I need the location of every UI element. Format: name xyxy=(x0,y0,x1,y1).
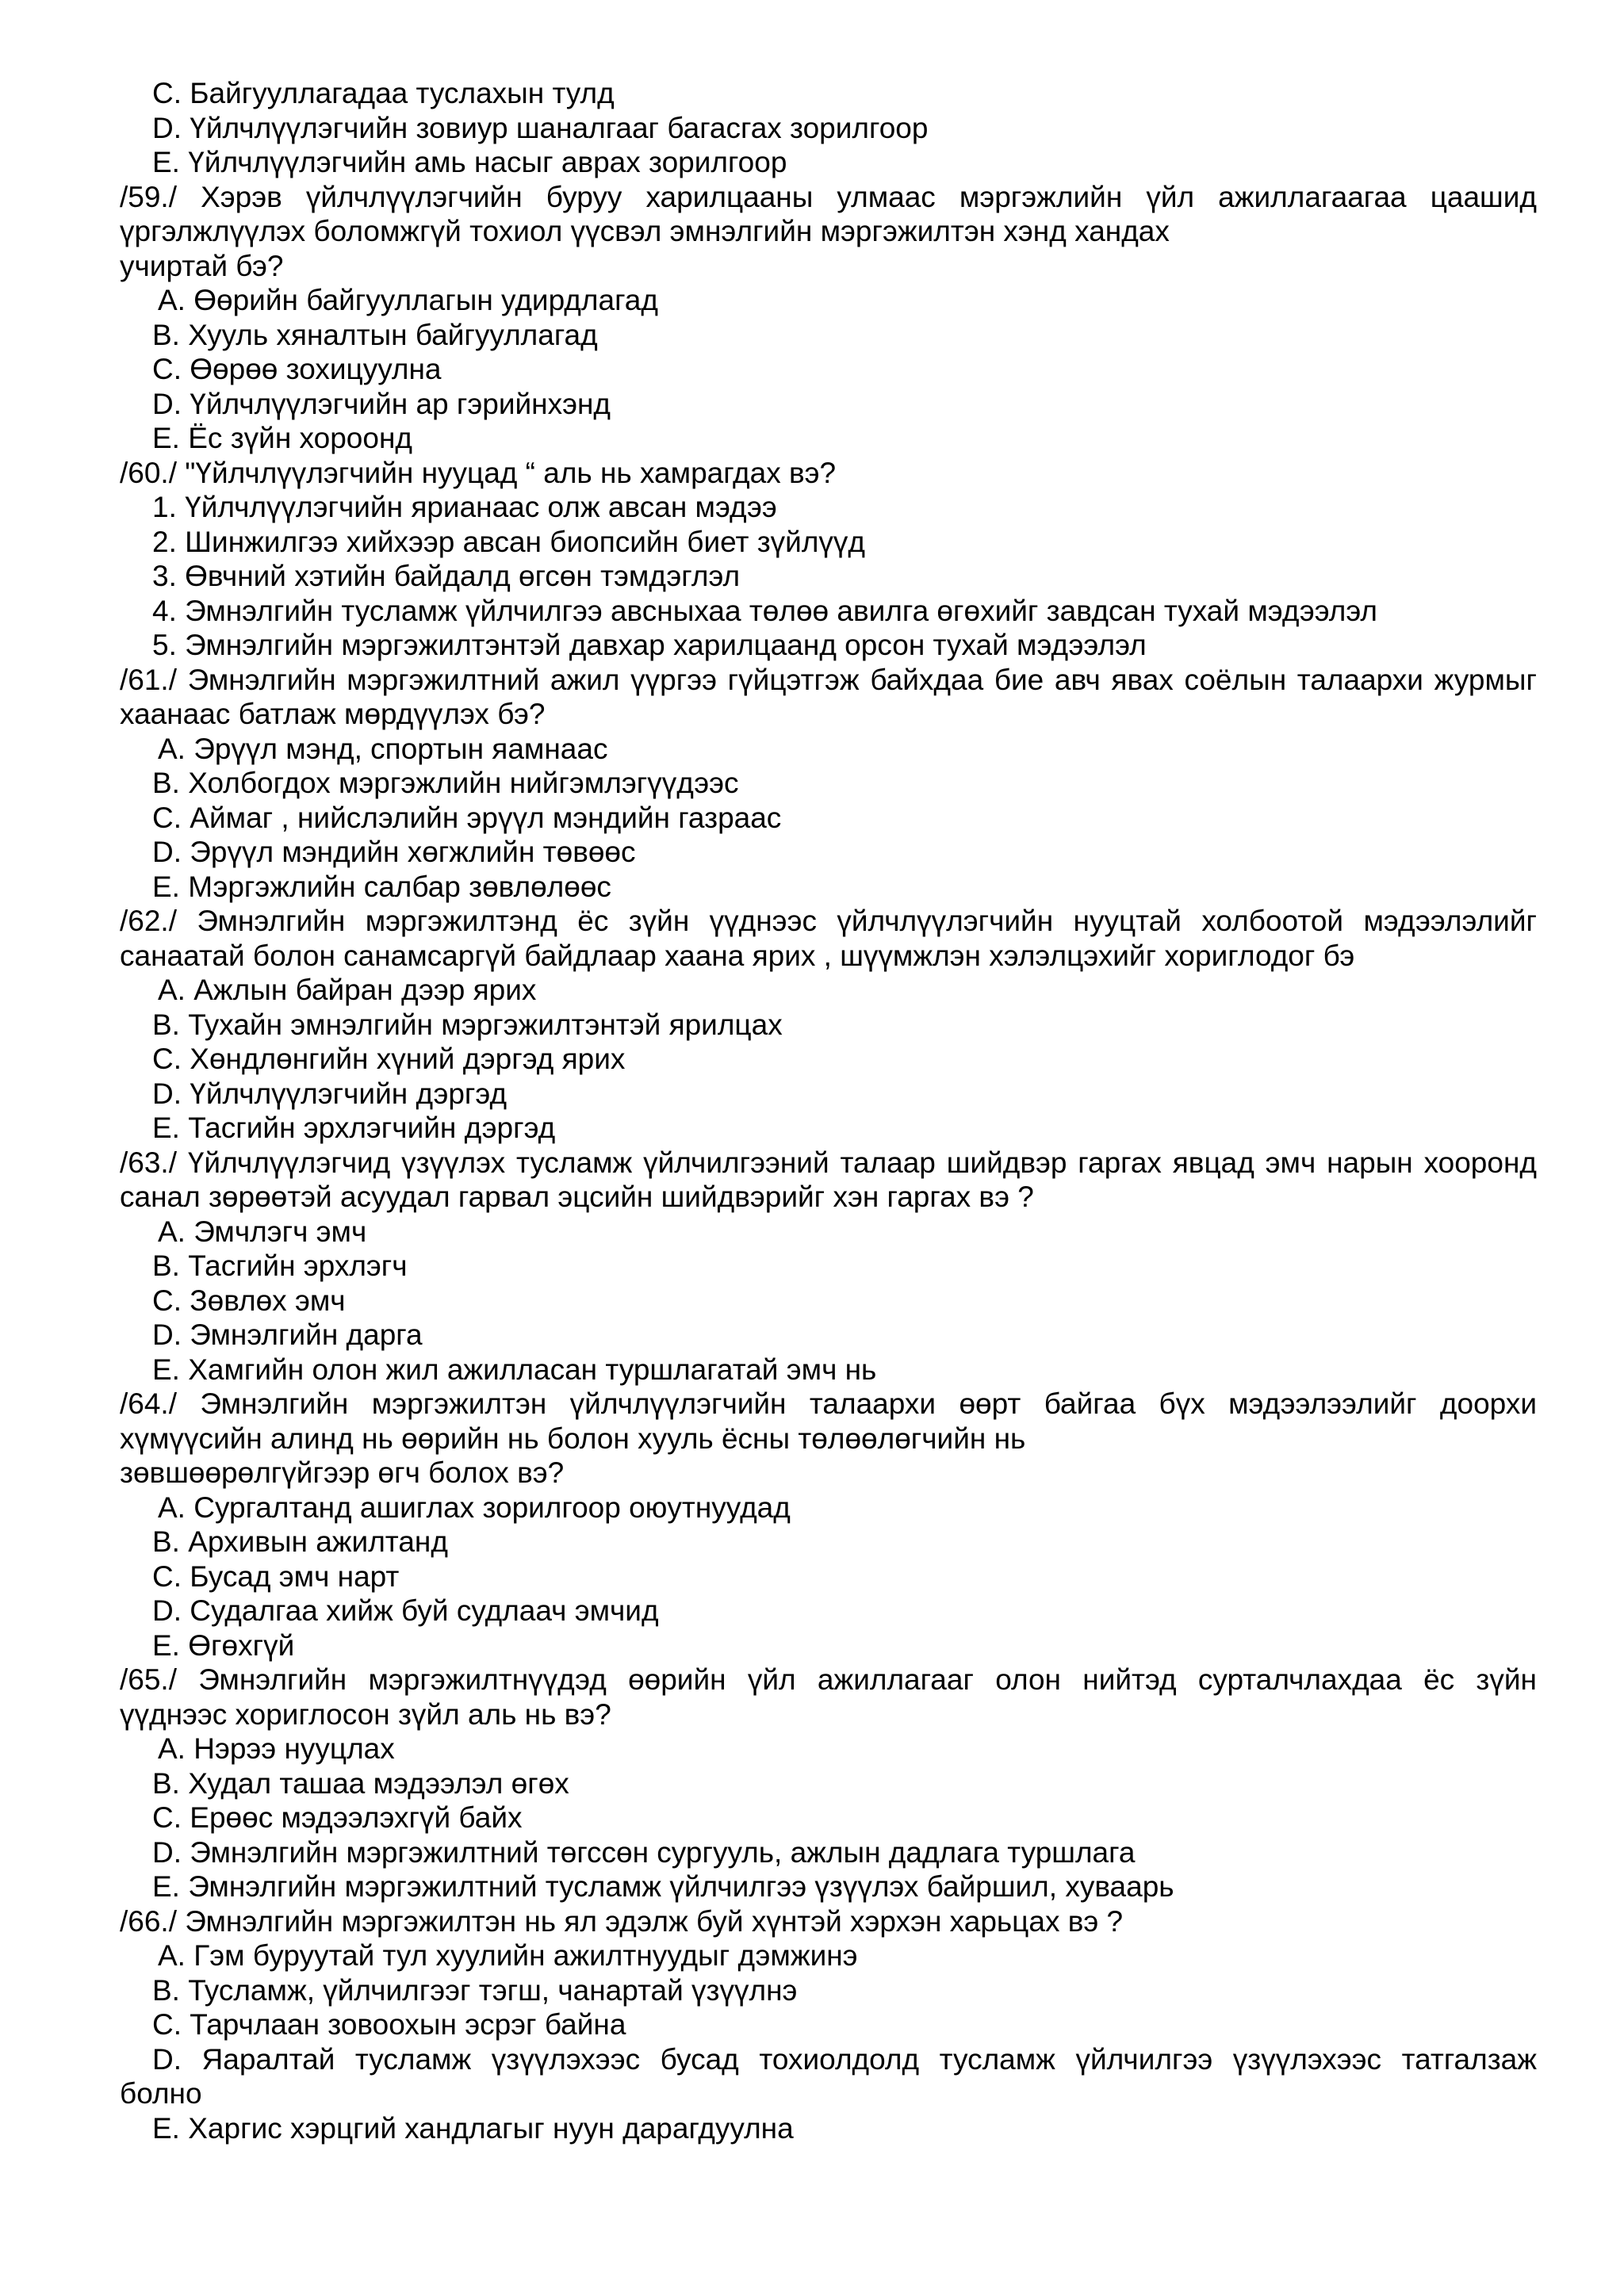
option-a: A. Сургалтанд ашиглах зорилгоор оюутнуудад xyxy=(158,1490,791,1524)
option-c: C. Бусад эмч нарт xyxy=(152,1559,400,1593)
question-stem: /60./ "Үйлчлүүлэгчийн нууцад “ аль нь хамрагдах вэ? xyxy=(120,456,837,489)
option-a: A. Эмчлэгч эмч xyxy=(158,1215,367,1248)
option-a: A. Эрүүл мэнд, спортын яамнаас xyxy=(158,732,608,765)
option-b: B. Тусламж, үйлчилгээг тэгш, чанартай үзүүлнэ xyxy=(152,1973,798,2007)
option-c: C. Тарчлаан зовоохын эсрэг байна xyxy=(152,2008,626,2041)
question-65 xyxy=(120,1663,1537,1904)
option-d: D. Үйлчлүүлэгчийн дэргэд xyxy=(152,1077,508,1110)
option-e: E. Харгис хэрцгий хандлагыг нуун дарагдуулна xyxy=(152,2111,794,2145)
option-c: C. Ерөөс мэдээлэхгүй байх xyxy=(152,1801,523,1834)
option-d: D. Үйлчлүүлэгчийн зовиур шаналгааг багасгах зорилгоор xyxy=(152,111,929,144)
question-64 xyxy=(120,1387,1537,1663)
option-2: 2. Шинжилгээ хийхээр авсан биопсийн биет зүйлүүд xyxy=(152,525,866,558)
option-d: D. Эмнэлгийн дарга xyxy=(152,1318,423,1351)
option-d: D. Үйлчлүүлэгчийн ар гэрийнхэнд xyxy=(152,387,611,420)
question-stem: /64./ Эмнэлгийн мэргэжилтэн үйлчлүүлэгчийн талаархи өөрт байгаа бүх мэдээлээлийг доорхи хүмүүсийн алинд нь өөрийн нь болон хууль ёсны төлөөлөгчийн нь зөвшөөрөлгүйгээр өгч болох вэ? xyxy=(120,1387,1537,1489)
option-d: D. Яаралтай тусламж үзүүлэхээс бусад тохиолдолд тусламж үйлчилгээ үзүүлэхээс татгалзаж болно xyxy=(120,2042,1537,2110)
option-a: A. Өөрийн байгууллагын удирдлагад xyxy=(158,284,658,316)
option-e: E. Ёс зүйн хороонд xyxy=(152,422,412,454)
prelude-options xyxy=(120,76,1537,180)
question-61 xyxy=(120,663,1537,905)
question-66 xyxy=(120,1904,1537,2146)
option-a: A. Ажлын байран дээр ярих xyxy=(158,974,537,1006)
option-a: A. Гэм буруутай тул хуулийн ажилтнуудыг дэмжинэ xyxy=(158,1939,858,1972)
option-b: B. Худал ташаа мэдээлэл өгөх xyxy=(152,1766,569,1800)
option-c: C. Зөвлөх эмч xyxy=(152,1284,346,1317)
option-a: A. Нэрээ нууцлах xyxy=(158,1732,395,1765)
option-e: E. Хамгийн олон жил ажилласан туршлагатай эмч нь xyxy=(152,1353,877,1386)
question-63 xyxy=(120,1146,1537,1387)
question-stem: /59./ Хэрэв үйлчлүүлэгчийн буруу харилцааны улмаас мэргэжлийн үйл ажиллагаагаа цаашид үргэлжлүүлэх боломжгүй тохиол үүсвэл эмнэлгийн мэргэжилтэн хэнд хандах учиртай бэ? xyxy=(120,180,1537,282)
option-4: 4. Эмнэлгийн тусламж үйлчилгээ авсныхаа төлөө авилга өгөхийг завдсан тухай мэдээлэл xyxy=(152,594,1378,627)
option-b: B. Тасгийн эрхлэгч xyxy=(152,1249,408,1282)
question-stem: /63./ Үйлчлүүлэгчид үзүүлэх тусламж үйлчилгээний талаар шийдвэр гаргах явцад эмч нарын хооронд санал зөрөөтэй асуудал гарвал эцсийн шийдвэрийг хэн гаргах вэ ? xyxy=(120,1146,1537,1213)
question-stem: /65./ Эмнэлгийн мэргэжилтнүүдэд өөрийн үйл ажиллагааг олон нийтэд сурталчлахдаа ёс зүйн үүднээс хориглосон зүйл аль нь вэ? xyxy=(120,1663,1537,1731)
question-stem: /62./ Эмнэлгийн мэргэжилтэнд ёс зүйн үүднээс үйлчлүүлэгчийн нууцтай холбоотой мэдээлэлийг санаатай болон санамсаргүй байдлаар хаана ярих , шүүмжлэн хэлэлцэхийг хориглодог бэ xyxy=(120,905,1537,972)
option-d: D. Эмнэлгийн мэргэжилтний төгссөн сургууль, ажлын дадлага туршлага xyxy=(152,1835,1136,1869)
question-62 xyxy=(120,904,1537,1146)
question-stem: /66./ Эмнэлгийн мэргэжилтэн нь ял эдэлж буй хүнтэй хэрхэн харьцах вэ ? xyxy=(120,1904,1124,1938)
option-b: B. Хууль хяналтын байгууллагад xyxy=(152,318,598,351)
option-d: D. Эрүүл мэндийн хөгжлийн төвөөс xyxy=(152,836,636,868)
option-e: E. Өгөхгүй xyxy=(152,1628,295,1662)
option-e: E. Эмнэлгийн мэргэжилтний тусламж үйлчилгээ үзүүлэх байршил, хуваарь xyxy=(152,1870,1174,1903)
option-c: C. Аймаг , нийслэлийн эрүүл мэндийн газраас xyxy=(152,801,782,834)
question-59 xyxy=(120,180,1537,456)
option-1: 1. Үйлчлүүлэгчийн ярианаас олж авсан мэдээ xyxy=(152,491,777,523)
option-c: C. Хөндлөнгийн хүний дэргэд ярих xyxy=(152,1043,626,1075)
option-5: 5. Эмнэлгийн мэргэжилтэнтэй давхар харилцаанд орсон тухай мэдээлэл xyxy=(152,629,1147,661)
option-c: C. Байгууллагадаа туслахын тулд xyxy=(152,77,615,109)
question-60 xyxy=(120,456,1537,663)
option-e: E. Үйлчлүүлэгчийн амь насыг аврах зорилгоор xyxy=(152,146,787,178)
option-d: D. Судалгаа хийж буй судлаач эмчид xyxy=(152,1594,659,1627)
option-e: E. Мэргэжлийн салбар зөвлөлөөс xyxy=(152,870,611,903)
option-e: E. Тасгийн эрхлэгчийн дэргэд xyxy=(152,1112,556,1144)
option-3: 3. Өвчний хэтийн байдалд өгсөн тэмдэглэл xyxy=(152,560,741,592)
option-c: C. Өөрөө зохицуулна xyxy=(152,353,442,385)
option-b: B. Тухайн эмнэлгийн мэргэжилтэнтэй ярилцах xyxy=(152,1008,783,1041)
option-b: B. Холбогдох мэргэжлийн нийгэмлэгүүдээс xyxy=(152,767,739,799)
question-stem: /61./ Эмнэлгийн мэргэжилтний ажил үүргээ гүйцэтгэж байхдаа бие авч явах соёлын талаархи журмыг хаанаас батлаж мөрдүүлэх бэ? xyxy=(120,663,1537,730)
option-b: B. Архивын ажилтанд xyxy=(152,1525,448,1558)
